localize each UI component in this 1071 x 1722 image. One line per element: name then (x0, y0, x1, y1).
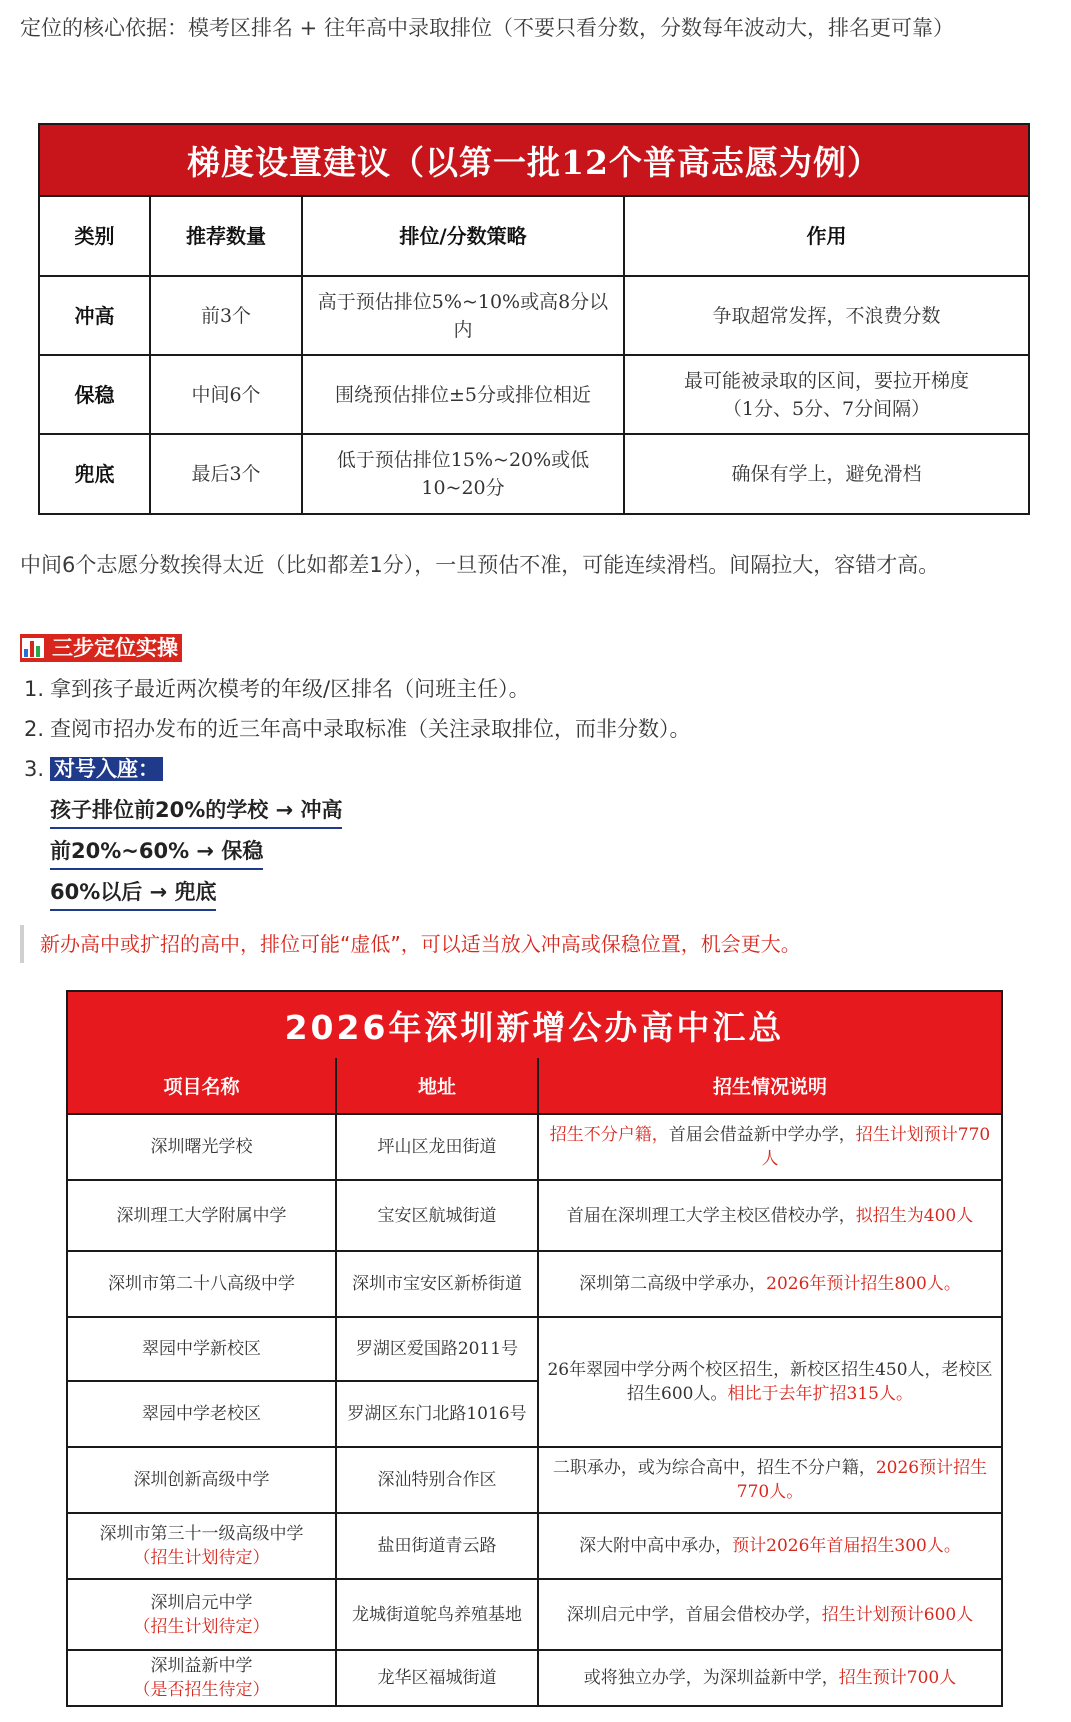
table-row (40, 355, 1028, 434)
step-number: 3. (24, 757, 45, 781)
table-row (40, 276, 1028, 355)
school-desc: 深圳第二高级中学承办，2026年预计招生800人。 (538, 1251, 1001, 1317)
header-address: 地址 (336, 1059, 538, 1114)
table-row (68, 1317, 1001, 1381)
note-paragraph: 中间6个志愿分数挨得太近（比如都差1分），一旦预估不准，可能连续滑档。间隔拉大，容错才高。 (20, 553, 940, 577)
school-address: 罗湖区爱国路2011号 (336, 1317, 538, 1381)
row-count: 中间6个 (150, 355, 302, 434)
school-address: 罗湖区东门北路1016号 (336, 1381, 538, 1447)
step-number: 1. (24, 677, 45, 701)
school-desc: 或将独立办学，为深圳益新中学，招生预计700人 (538, 1650, 1001, 1705)
header-effect: 作用 (624, 197, 1028, 276)
row-category: 兜底 (40, 434, 150, 513)
school-name: 深圳创新高级中学 (68, 1447, 336, 1513)
school-name-note: （招生计划待定） (133, 1548, 270, 1568)
step-text: 查阅市招办发布的近三年高中录取标准（关注录取排位，而非分数）。 (50, 717, 691, 741)
row-strategy: 低于预估排位15%~20%或低10~20分 (302, 434, 624, 513)
table-row (68, 1251, 1001, 1317)
table-row (68, 1650, 1001, 1705)
header-strategy: 排位/分数策略 (302, 197, 624, 276)
section-heading (20, 634, 182, 662)
table-row (68, 1180, 1001, 1251)
row-strategy: 围绕预估排位±5分或排位相近 (302, 355, 624, 434)
table-row (68, 1447, 1001, 1513)
table1-header-row (40, 197, 1028, 276)
school-name: 翠园中学新校区 (68, 1317, 336, 1381)
school-address: 宝安区航城街道 (336, 1180, 538, 1251)
school-address: 坪山区龙田街道 (336, 1114, 538, 1180)
school-name: 深圳益新中学 （是否招生待定） (68, 1650, 336, 1705)
step-text-highlight: 对号入座： (50, 757, 163, 781)
row-count: 最后3个 (150, 434, 302, 513)
table2-title: 2026年深圳新增公办高中汇总 (68, 992, 1001, 1058)
table-row (68, 1513, 1001, 1579)
row-effect-line1: 最可能被录取的区间，要拉开梯度 (683, 369, 969, 392)
list-item (24, 712, 691, 746)
school-address: 龙城街道鸵鸟养殖基地 (336, 1579, 538, 1650)
gradient-strategy-table (38, 123, 1030, 515)
school-desc: 招生不分户籍，首届会借益新中学办学，招生计划预计770人 (538, 1114, 1001, 1180)
school-desc: 深大附中高中承办，预计2026年首届招生300人。 (538, 1513, 1001, 1579)
new-schools-table (66, 990, 1003, 1707)
school-name: 深圳市第二十八高级中学 (68, 1251, 336, 1317)
intro-paragraph: 定位的核心依据：模考区排名 + 往年高中录取排位（不要只看分数，分数每年波动大，排名更可靠） (20, 16, 954, 40)
row-effect (624, 355, 1028, 434)
school-address: 龙华区福城街道 (336, 1650, 538, 1705)
row-category: 保稳 (40, 355, 150, 434)
school-name-note: （是否招生待定） (133, 1680, 270, 1700)
school-name: 深圳启元中学 （招生计划待定） (68, 1579, 336, 1650)
header-category: 类别 (40, 197, 150, 276)
table1-title: 梯度设置建议（以第一批12个普高志愿为例） (40, 125, 1028, 197)
row-effect: 争取超常发挥，不浪费分数 (624, 276, 1028, 355)
row-effect-line2: （1分、5分、7分间隔） (722, 397, 931, 420)
table2-header-row (68, 1059, 1001, 1114)
header-name: 项目名称 (68, 1059, 336, 1114)
school-desc: 二职承办，或为综合高中，招生不分户籍，2026预计招生770人。 (538, 1447, 1001, 1513)
bar-chart-icon (22, 638, 44, 658)
list-item (24, 752, 163, 786)
school-address: 深圳市宝安区新桥街道 (336, 1251, 538, 1317)
table-row (40, 434, 1028, 513)
school-desc: 深圳启元中学，首届会借校办学，招生计划预计600人 (538, 1579, 1001, 1650)
step-number: 2. (24, 717, 45, 741)
school-name: 深圳曙光学校 (68, 1114, 336, 1180)
row-category: 冲高 (40, 276, 150, 355)
section-title: 三步定位实操 (52, 636, 178, 660)
tip-quote: 新办高中或扩招的高中，排位可能“虚低”，可以适当放入冲高或保稳位置，机会更大。 (20, 925, 1050, 963)
school-name: 翠园中学老校区 (68, 1381, 336, 1447)
list-item (24, 672, 530, 706)
row-strategy: 高于预估排位5%~10%或高8分以内 (302, 276, 624, 355)
school-name-note: （招生计划待定） (133, 1616, 270, 1637)
substep-item: 孩子排位前20%的学校 → 冲高 (50, 793, 342, 829)
school-desc: 26年翠园中学分两个校区招生，新校区招生450人，老校区招生600人。相比于去年扩招315人。 (538, 1317, 1001, 1447)
header-count: 推荐数量 (150, 197, 302, 276)
header-desc: 招生情况说明 (538, 1059, 1001, 1114)
school-address: 盐田街道青云路 (336, 1513, 538, 1579)
school-name: 深圳市第三十一级高级中学 （招生计划待定） (68, 1513, 336, 1579)
school-name: 深圳理工大学附属中学 (68, 1180, 336, 1251)
table-row (68, 1579, 1001, 1650)
school-desc: 首届在深圳理工大学主校区借校办学，拟招生为400人 (538, 1180, 1001, 1251)
substep-item: 前20%~60% → 保稳 (50, 834, 263, 870)
step-text: 拿到孩子最近两次模考的年级/区排名（问班主任）。 (50, 677, 530, 701)
row-count: 前3个 (150, 276, 302, 355)
substep-item: 60%以后 → 兜底 (50, 875, 216, 911)
row-effect: 确保有学上，避免滑档 (624, 434, 1028, 513)
table-row (68, 1114, 1001, 1180)
school-address: 深汕特别合作区 (336, 1447, 538, 1513)
